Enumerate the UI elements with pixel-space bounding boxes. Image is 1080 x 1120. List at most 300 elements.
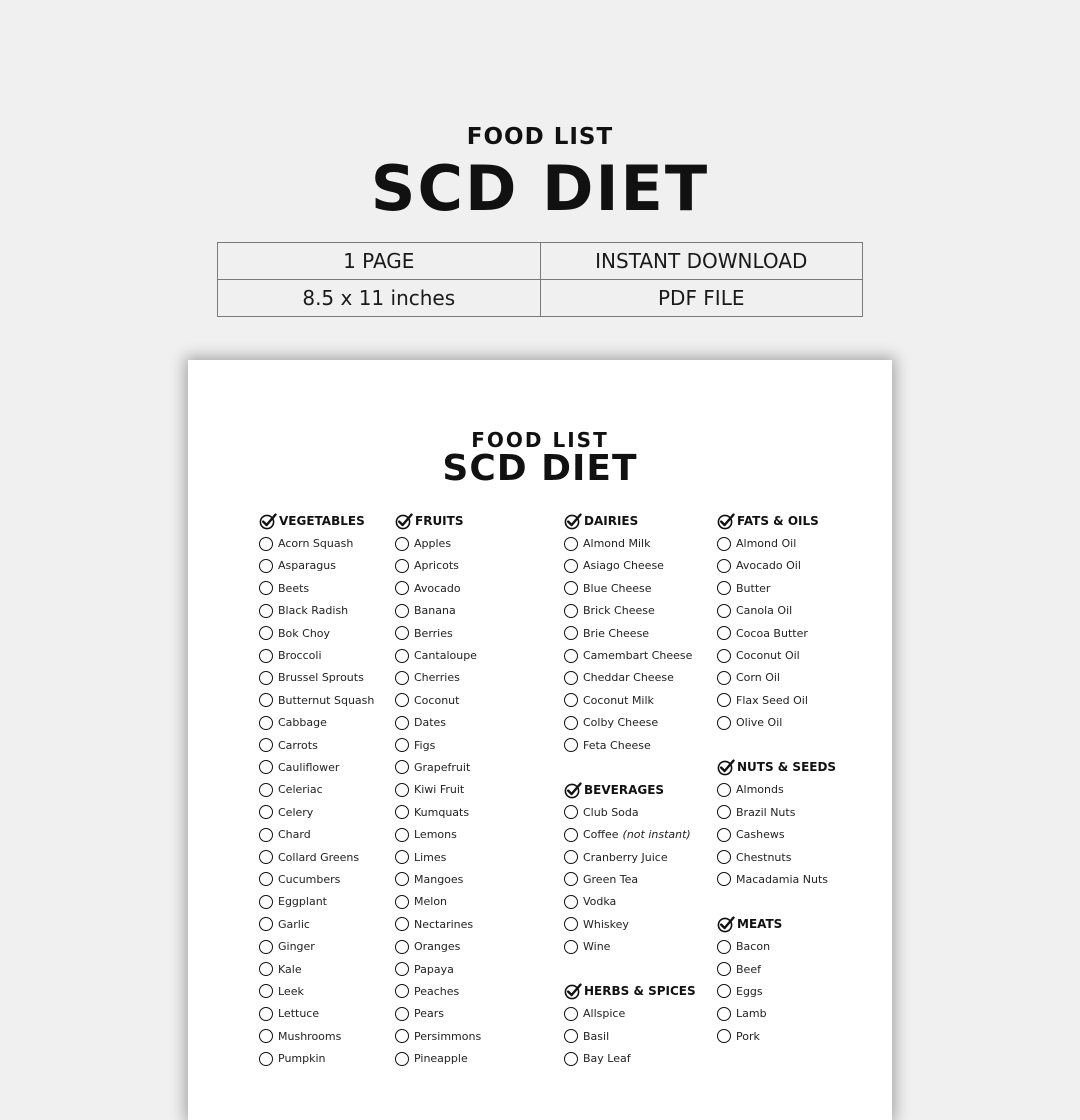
item-label: Almonds [736, 783, 784, 797]
empty-checkbox-icon[interactable] [259, 559, 273, 573]
checklist-item[interactable] [259, 756, 374, 778]
checklist-item[interactable] [395, 712, 481, 734]
item-label: Nectarines [414, 917, 474, 931]
checklist-item[interactable] [564, 644, 696, 666]
checklist-item[interactable] [717, 801, 836, 823]
empty-checkbox-icon[interactable] [564, 581, 578, 595]
item-label: Mangoes [414, 872, 464, 886]
empty-checkbox-icon[interactable] [395, 872, 409, 886]
page-title: SCD DIET [442, 448, 638, 489]
header-title: SCD DIET [370, 152, 710, 225]
item-label: Leek [278, 984, 304, 998]
item-label: Macadamia Nuts [736, 872, 828, 886]
item-label: Peaches [414, 984, 460, 998]
section-heading [717, 756, 836, 778]
item-label: Berries [414, 626, 453, 640]
checklist-item[interactable] [395, 1025, 481, 1047]
item-label: Persimmons [414, 1029, 482, 1043]
checklist-item[interactable] [564, 935, 696, 957]
checklist-item[interactable] [564, 577, 696, 599]
item-label: Pumpkin [278, 1052, 326, 1066]
item-label: Corn Oil [736, 671, 780, 685]
item-label: Coffee [583, 828, 619, 842]
section-heading [564, 980, 696, 1002]
checklist-item[interactable] [564, 667, 696, 689]
empty-checkbox-icon[interactable] [717, 850, 731, 864]
checked-circle-icon [717, 512, 735, 530]
checklist-item[interactable] [564, 1025, 696, 1047]
item-label: Apples [414, 537, 452, 551]
empty-checkbox-icon[interactable] [564, 649, 578, 663]
empty-checkbox-icon[interactable] [564, 828, 578, 842]
item-label: Coconut Milk [583, 693, 654, 707]
empty-checkbox-icon[interactable] [395, 537, 409, 551]
checklist-item[interactable] [395, 868, 481, 890]
empty-checkbox-icon[interactable] [717, 671, 731, 685]
empty-checkbox-icon[interactable] [564, 738, 578, 752]
section-heading [259, 510, 374, 532]
empty-checkbox-icon[interactable] [259, 850, 273, 864]
checklist-item[interactable] [717, 622, 836, 644]
empty-checkbox-icon[interactable] [395, 783, 409, 797]
checklist-item[interactable] [717, 846, 836, 868]
empty-checkbox-icon[interactable] [395, 738, 409, 752]
item-label: Ginger [278, 940, 315, 954]
empty-checkbox-icon[interactable] [395, 626, 409, 640]
checklist-item[interactable] [717, 1025, 836, 1047]
item-label: Black Radish [278, 604, 349, 618]
item-label: Cantaloupe [414, 649, 477, 663]
checklist-item[interactable] [717, 1003, 836, 1025]
item-label: Pineapple [414, 1052, 468, 1066]
section-spacer [717, 891, 836, 913]
checklist-item[interactable] [259, 868, 374, 890]
checked-circle-icon [717, 915, 735, 933]
checklist-item[interactable] [395, 667, 481, 689]
empty-checkbox-icon[interactable] [717, 783, 731, 797]
empty-checkbox-icon[interactable] [717, 984, 731, 998]
checklist-item[interactable] [395, 644, 481, 666]
section-title: FATS & OILS [737, 514, 819, 529]
empty-checkbox-icon[interactable] [564, 895, 578, 909]
checklist-item[interactable] [259, 622, 374, 644]
item-label: Celeriac [278, 783, 323, 797]
empty-checkbox-icon[interactable] [717, 872, 731, 886]
checklist-item[interactable] [564, 913, 696, 935]
section-heading [564, 510, 696, 532]
checklist-item[interactable] [395, 958, 481, 980]
empty-checkbox-icon[interactable] [395, 649, 409, 663]
item-label: Mushrooms [278, 1029, 342, 1043]
checklist-item[interactable] [395, 600, 481, 622]
empty-checkbox-icon[interactable] [717, 716, 731, 730]
item-label: Butternut Squash [278, 693, 375, 707]
item-label: Bacon [736, 940, 771, 954]
empty-checkbox-icon[interactable] [259, 984, 273, 998]
checklist-item[interactable] [259, 555, 374, 577]
empty-checkbox-icon[interactable] [395, 850, 409, 864]
empty-checkbox-icon[interactable] [395, 917, 409, 931]
item-label: Limes [414, 850, 447, 864]
checklist-item[interactable] [259, 1003, 374, 1025]
checklist-item[interactable] [564, 868, 696, 890]
empty-checkbox-icon[interactable] [259, 962, 273, 976]
item-label: Club Soda [583, 805, 639, 819]
checklist-item[interactable] [564, 712, 696, 734]
checklist-item[interactable] [259, 980, 374, 1002]
empty-checkbox-icon[interactable] [395, 1052, 409, 1066]
checklist-item[interactable] [395, 532, 481, 554]
empty-checkbox-icon[interactable] [395, 828, 409, 842]
empty-checkbox-icon[interactable] [564, 1029, 578, 1043]
checklist-item[interactable] [259, 913, 374, 935]
empty-checkbox-icon[interactable] [717, 805, 731, 819]
item-label: Kiwi Fruit [414, 783, 465, 797]
item-label: Avocado Oil [736, 559, 801, 573]
checklist-item[interactable] [564, 532, 696, 554]
page-subtitle: FOOD LIST [471, 428, 609, 452]
item-label: Dates [414, 716, 447, 730]
checked-circle-icon [564, 781, 582, 799]
empty-checkbox-icon[interactable] [395, 671, 409, 685]
empty-checkbox-icon[interactable] [717, 537, 731, 551]
item-label: Brazil Nuts [736, 805, 796, 819]
checklist-item[interactable] [395, 823, 481, 845]
item-label: Bay Leaf [583, 1052, 631, 1066]
empty-checkbox-icon[interactable] [259, 581, 273, 595]
checklist-item[interactable] [717, 532, 836, 554]
checklist-item[interactable] [259, 532, 374, 554]
item-label: Papaya [414, 962, 454, 976]
checklist-item[interactable] [259, 667, 374, 689]
item-label: Eggs [736, 984, 763, 998]
item-label: Blue Cheese [583, 581, 652, 595]
empty-checkbox-icon[interactable] [259, 738, 273, 752]
checklist-item[interactable] [564, 1047, 696, 1069]
item-label: Allspice [583, 1007, 626, 1021]
section-title: NUTS & SEEDS [737, 760, 837, 775]
empty-checkbox-icon[interactable] [259, 805, 273, 819]
empty-checkbox-icon[interactable] [564, 850, 578, 864]
empty-checkbox-icon[interactable] [564, 872, 578, 886]
info-size: 8.5 x 11 inches [218, 280, 541, 317]
item-label: Wine [583, 940, 611, 954]
column-1 [259, 510, 374, 1070]
checklist-item[interactable] [395, 734, 481, 756]
info-row [218, 243, 863, 280]
checklist-item[interactable] [717, 712, 836, 734]
checklist-item[interactable] [564, 1003, 696, 1025]
checklist-item[interactable] [717, 980, 836, 1002]
item-label: Beets [278, 581, 310, 595]
empty-checkbox-icon[interactable] [259, 895, 273, 909]
info-table [217, 242, 863, 317]
empty-checkbox-icon[interactable] [259, 604, 273, 618]
checklist-item[interactable] [564, 622, 696, 644]
item-label: Feta Cheese [583, 738, 651, 752]
checklist-item[interactable] [259, 644, 374, 666]
section-title: HERBS & SPICES [584, 984, 696, 999]
item-label: Cheddar Cheese [583, 671, 674, 685]
checklist-item[interactable] [564, 555, 696, 577]
item-label: Olive Oil [736, 716, 783, 730]
section-title: FRUITS [415, 514, 464, 529]
empty-checkbox-icon[interactable] [259, 1029, 273, 1043]
column-2 [395, 510, 481, 1070]
checklist-item[interactable] [717, 555, 836, 577]
item-label: Eggplant [278, 895, 327, 909]
empty-checkbox-icon[interactable] [717, 649, 731, 663]
empty-checkbox-icon[interactable] [564, 917, 578, 931]
item-label: Avocado [414, 581, 461, 595]
info-pages: 1 PAGE [218, 243, 541, 280]
checklist-item[interactable] [564, 734, 696, 756]
item-label: Brick Cheese [583, 604, 655, 618]
empty-checkbox-icon[interactable] [564, 693, 578, 707]
checklist-item[interactable] [259, 958, 374, 980]
empty-checkbox-icon[interactable] [717, 828, 731, 842]
item-label: Collard Greens [278, 850, 360, 864]
item-label: Melon [414, 895, 448, 909]
item-label: Chard [278, 828, 311, 842]
section-spacer [564, 756, 696, 778]
checklist-item[interactable] [395, 846, 481, 868]
checklist-item[interactable] [395, 801, 481, 823]
checklist-item[interactable] [259, 734, 374, 756]
item-label: Banana [414, 604, 456, 618]
item-label: Beef [736, 962, 761, 976]
empty-checkbox-icon[interactable] [259, 537, 273, 551]
empty-checkbox-icon[interactable] [259, 716, 273, 730]
empty-checkbox-icon[interactable] [395, 1029, 409, 1043]
empty-checkbox-icon[interactable] [564, 626, 578, 640]
empty-checkbox-icon[interactable] [259, 828, 273, 842]
section-title: BEVERAGES [584, 782, 665, 797]
empty-checkbox-icon[interactable] [395, 940, 409, 954]
item-label: Colby Cheese [583, 716, 659, 730]
empty-checkbox-icon[interactable] [395, 1007, 409, 1021]
item-label: Lettuce [278, 1007, 320, 1021]
empty-checkbox-icon[interactable] [259, 940, 273, 954]
item-label: Coconut Oil [736, 649, 800, 663]
empty-checkbox-icon[interactable] [564, 604, 578, 618]
checklist-item[interactable] [259, 712, 374, 734]
item-label: Cocoa Butter [736, 626, 808, 640]
section-title: DAIRIES [584, 514, 639, 529]
item-label: Vodka [583, 895, 617, 909]
empty-checkbox-icon[interactable] [259, 872, 273, 886]
empty-checkbox-icon[interactable] [395, 716, 409, 730]
empty-checkbox-icon[interactable] [395, 604, 409, 618]
item-label: Cranberry Juice [583, 850, 668, 864]
column-3 [564, 510, 696, 1070]
checklist-item[interactable] [259, 689, 374, 711]
empty-checkbox-icon[interactable] [395, 895, 409, 909]
empty-checkbox-icon[interactable] [259, 1007, 273, 1021]
item-label: Flax Seed Oil [736, 693, 808, 707]
checked-circle-icon [564, 982, 582, 1000]
checklist-item[interactable] [259, 779, 374, 801]
item-label: Basil [583, 1029, 610, 1043]
checklist-item[interactable] [717, 823, 836, 845]
column-4 [717, 510, 836, 1047]
empty-checkbox-icon[interactable] [564, 1007, 578, 1021]
empty-checkbox-icon[interactable] [259, 760, 273, 774]
empty-checkbox-icon[interactable] [259, 783, 273, 797]
item-label: Pork [736, 1029, 760, 1043]
item-label: Kale [278, 962, 302, 976]
checklist-item[interactable] [395, 577, 481, 599]
item-label: Chestnuts [736, 850, 792, 864]
item-label: Carrots [278, 738, 318, 752]
item-label: Cucumbers [278, 872, 341, 886]
item-label: Lamb [736, 1007, 767, 1021]
item-label: Camembart Cheese [583, 649, 693, 663]
empty-checkbox-icon[interactable] [395, 760, 409, 774]
empty-checkbox-icon[interactable] [717, 559, 731, 573]
item-label: Butter [736, 581, 771, 595]
empty-checkbox-icon[interactable] [564, 1052, 578, 1066]
empty-checkbox-icon[interactable] [564, 537, 578, 551]
checklist-item[interactable] [395, 913, 481, 935]
empty-checkbox-icon[interactable] [717, 1029, 731, 1043]
checklist-item[interactable] [259, 577, 374, 599]
section-spacer [564, 958, 696, 980]
checklist-item[interactable] [259, 1047, 374, 1069]
item-label: Oranges [414, 940, 461, 954]
checklist-item[interactable] [395, 779, 481, 801]
section-heading [564, 779, 696, 801]
empty-checkbox-icon[interactable] [564, 671, 578, 685]
item-label: Figs [414, 738, 436, 752]
checked-circle-icon [395, 512, 413, 530]
checklist-item[interactable] [717, 935, 836, 957]
section-heading [717, 510, 836, 532]
section-title: VEGETABLES [279, 514, 365, 529]
item-label: Pears [414, 1007, 445, 1021]
item-note: (not instant) [622, 828, 691, 842]
item-label: Acorn Squash [278, 537, 354, 551]
item-label: Green Tea [583, 872, 639, 886]
empty-checkbox-icon[interactable] [395, 984, 409, 998]
empty-checkbox-icon[interactable] [564, 716, 578, 730]
checklist-item[interactable] [564, 823, 696, 845]
empty-checkbox-icon[interactable] [259, 917, 273, 931]
item-label: Brussel Sprouts [278, 671, 364, 685]
empty-checkbox-icon[interactable] [717, 1007, 731, 1021]
checked-circle-icon [564, 512, 582, 530]
empty-checkbox-icon[interactable] [395, 581, 409, 595]
checklist-item[interactable] [564, 600, 696, 622]
checklist-item[interactable] [717, 644, 836, 666]
checklist-item[interactable] [564, 689, 696, 711]
empty-checkbox-icon[interactable] [259, 693, 273, 707]
checklist-item[interactable] [395, 1003, 481, 1025]
empty-checkbox-icon[interactable] [717, 962, 731, 976]
empty-checkbox-icon[interactable] [395, 559, 409, 573]
empty-checkbox-icon[interactable] [564, 940, 578, 954]
checklist-item[interactable] [395, 756, 481, 778]
info-format: PDF FILE [540, 280, 863, 317]
checklist-item[interactable] [717, 600, 836, 622]
item-label: Apricots [414, 559, 459, 573]
item-label: Almond Milk [583, 537, 651, 551]
empty-checkbox-icon[interactable] [717, 940, 731, 954]
item-label: Cauliflower [278, 760, 340, 774]
checklist-item[interactable] [395, 980, 481, 1002]
empty-checkbox-icon[interactable] [259, 649, 273, 663]
item-label: Brie Cheese [583, 626, 650, 640]
checklist-item[interactable] [259, 801, 374, 823]
item-label: Celery [278, 805, 314, 819]
empty-checkbox-icon[interactable] [259, 1052, 273, 1066]
checklist-item[interactable] [564, 891, 696, 913]
item-label: Grapefruit [414, 760, 471, 774]
empty-checkbox-icon[interactable] [395, 693, 409, 707]
checklist-item[interactable] [717, 958, 836, 980]
item-label: Bok Choy [278, 626, 331, 640]
empty-checkbox-icon[interactable] [717, 581, 731, 595]
item-label: Asparagus [278, 559, 336, 573]
checklist-item[interactable] [395, 1047, 481, 1069]
info-row [218, 280, 863, 317]
checklist-item[interactable] [395, 622, 481, 644]
empty-checkbox-icon[interactable] [717, 693, 731, 707]
section-heading [717, 913, 836, 935]
item-label: Broccoli [278, 649, 322, 663]
checklist-item[interactable] [564, 846, 696, 868]
checklist-item[interactable] [395, 935, 481, 957]
checklist-item[interactable] [259, 1025, 374, 1047]
checklist-item[interactable] [717, 689, 836, 711]
item-label: Whiskey [583, 917, 629, 931]
empty-checkbox-icon[interactable] [564, 805, 578, 819]
empty-checkbox-icon[interactable] [717, 604, 731, 618]
item-label: Garlic [278, 917, 310, 931]
empty-checkbox-icon[interactable] [395, 962, 409, 976]
checked-circle-icon [259, 512, 277, 530]
item-label: Canola Oil [736, 604, 793, 618]
checklist-item[interactable] [259, 846, 374, 868]
empty-checkbox-icon[interactable] [259, 626, 273, 640]
checklist-item[interactable] [717, 577, 836, 599]
empty-checkbox-icon[interactable] [259, 671, 273, 685]
section-heading [395, 510, 481, 532]
item-label: Lemons [414, 828, 457, 842]
checklist-item[interactable] [717, 667, 836, 689]
empty-checkbox-icon[interactable] [564, 559, 578, 573]
checklist-item[interactable] [717, 779, 836, 801]
item-label: Cabbage [278, 716, 327, 730]
checklist-item[interactable] [259, 823, 374, 845]
info-download: INSTANT DOWNLOAD [540, 243, 863, 280]
header-subtitle: FOOD LIST [466, 124, 614, 150]
item-label: Almond Oil [736, 537, 797, 551]
checklist-item[interactable] [717, 868, 836, 890]
checklist-item[interactable] [564, 801, 696, 823]
checklist-item[interactable] [395, 689, 481, 711]
section-spacer [717, 734, 836, 756]
empty-checkbox-icon[interactable] [717, 626, 731, 640]
checklist-item[interactable] [395, 555, 481, 577]
checklist-item[interactable] [395, 891, 481, 913]
item-label: Kumquats [414, 805, 470, 819]
checklist-item[interactable] [259, 935, 374, 957]
empty-checkbox-icon[interactable] [395, 805, 409, 819]
checklist-item[interactable] [259, 891, 374, 913]
item-label: Coconut [414, 693, 460, 707]
checklist-item[interactable] [259, 600, 374, 622]
